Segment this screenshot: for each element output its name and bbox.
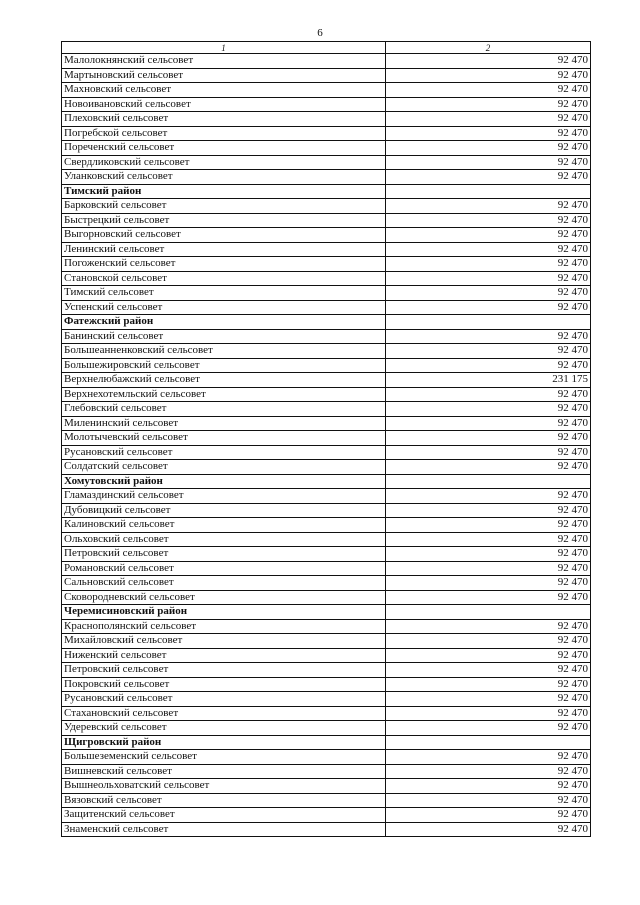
- council-name: Большеанненковский сельсовет: [62, 344, 386, 359]
- table-row: [62, 793, 591, 808]
- district-name: Щигровский район: [62, 735, 386, 750]
- district-row: [62, 315, 591, 330]
- amount-value: 231 175: [386, 373, 591, 388]
- allocation-table: [61, 41, 591, 837]
- amount-value: 92 470: [386, 155, 591, 170]
- table-row: [62, 242, 591, 257]
- table-row: [62, 271, 591, 286]
- amount-value: 92 470: [386, 619, 591, 634]
- table-row: [62, 721, 591, 736]
- amount-value: 92 470: [386, 547, 591, 562]
- amount-value: 92 470: [386, 634, 591, 649]
- amount-value: 92 470: [386, 750, 591, 765]
- council-name: Романовский сельсовет: [62, 561, 386, 576]
- district-row: [62, 735, 591, 750]
- council-name: Вязовский сельсовет: [62, 793, 386, 808]
- amount-value: 92 470: [386, 300, 591, 315]
- amount-value: 92 470: [386, 663, 591, 678]
- table-row: [62, 126, 591, 141]
- council-name: Михайловский сельсовет: [62, 634, 386, 649]
- council-name: Верхнелюбажский сельсовет: [62, 373, 386, 388]
- district-name: Фатежский район: [62, 315, 386, 330]
- table-row: [62, 692, 591, 707]
- amount-value: 92 470: [386, 518, 591, 533]
- amount-value: 92 470: [386, 779, 591, 794]
- district-row: [62, 474, 591, 489]
- table-row: [62, 576, 591, 591]
- council-name: Глебовский сельсовет: [62, 402, 386, 417]
- council-name: Ленинский сельсовет: [62, 242, 386, 257]
- council-name: Калиновский сельсовет: [62, 518, 386, 533]
- council-name: Выгорновский сельсовет: [62, 228, 386, 243]
- amount-value: 92 470: [386, 706, 591, 721]
- amount-value: 92 470: [386, 576, 591, 591]
- council-name: Удеревский сельсовет: [62, 721, 386, 736]
- amount-value: [386, 474, 591, 489]
- district-row: [62, 184, 591, 199]
- council-name: Миленинский сельсовет: [62, 416, 386, 431]
- amount-value: 92 470: [386, 677, 591, 692]
- table-row: [62, 677, 591, 692]
- council-name: Вишневский сельсовет: [62, 764, 386, 779]
- amount-value: 92 470: [386, 329, 591, 344]
- district-row: [62, 605, 591, 620]
- table-row: [62, 460, 591, 475]
- council-name: Петровский сельсовет: [62, 663, 386, 678]
- amount-value: 92 470: [386, 257, 591, 272]
- council-name: Петровский сельсовет: [62, 547, 386, 562]
- table-row: [62, 619, 591, 634]
- table-row: [62, 112, 591, 127]
- amount-value: [386, 735, 591, 750]
- council-name: Стахановский сельсовет: [62, 706, 386, 721]
- council-name: Большеземенский сельсовет: [62, 750, 386, 765]
- page-number: 6: [317, 27, 323, 39]
- council-name: Ольховский сельсовет: [62, 532, 386, 547]
- amount-value: 92 470: [386, 489, 591, 504]
- table-row: [62, 706, 591, 721]
- district-name: Хомутовский район: [62, 474, 386, 489]
- council-name: Погребской сельсовет: [62, 126, 386, 141]
- table-row: [62, 155, 591, 170]
- table-row: [62, 329, 591, 344]
- council-name: Становской сельсовет: [62, 271, 386, 286]
- table-row: [62, 373, 591, 388]
- amount-value: 92 470: [386, 141, 591, 156]
- council-name: Малолокнянский сельсовет: [62, 54, 386, 69]
- council-name: Ниженский сельсовет: [62, 648, 386, 663]
- amount-value: 92 470: [386, 561, 591, 576]
- council-name: Успенский сельсовет: [62, 300, 386, 315]
- amount-value: [386, 184, 591, 199]
- table-row: [62, 300, 591, 315]
- table-row: [62, 822, 591, 837]
- table-row: [62, 547, 591, 562]
- table-row: [62, 170, 591, 185]
- council-name: Погоженский сельсовет: [62, 257, 386, 272]
- amount-value: 92 470: [386, 460, 591, 475]
- table-row: [62, 561, 591, 576]
- council-name: Новоивановский сельсовет: [62, 97, 386, 112]
- district-name: Черемисиновский район: [62, 605, 386, 620]
- amount-value: 92 470: [386, 808, 591, 823]
- table-row: [62, 68, 591, 83]
- column-header-2: 2: [386, 42, 591, 54]
- amount-value: 92 470: [386, 764, 591, 779]
- council-name: Сальновский сельсовет: [62, 576, 386, 591]
- council-name: Пореченский сельсовет: [62, 141, 386, 156]
- council-name: Барковский сельсовет: [62, 199, 386, 214]
- amount-value: 92 470: [386, 431, 591, 446]
- amount-value: 92 470: [386, 344, 591, 359]
- table-row: [62, 97, 591, 112]
- council-name: Покровский сельсовет: [62, 677, 386, 692]
- table-row: [62, 532, 591, 547]
- table-row: [62, 648, 591, 663]
- council-name: Уланковский сельсовет: [62, 170, 386, 185]
- amount-value: 92 470: [386, 126, 591, 141]
- amount-value: 92 470: [386, 112, 591, 127]
- amount-value: 92 470: [386, 199, 591, 214]
- table-row: [62, 402, 591, 417]
- amount-value: 92 470: [386, 228, 591, 243]
- table-row: [62, 750, 591, 765]
- amount-value: 92 470: [386, 242, 591, 257]
- council-name: Верхнехотемльский сельсовет: [62, 387, 386, 402]
- amount-value: 92 470: [386, 692, 591, 707]
- council-name: Дубовицкий сельсовет: [62, 503, 386, 518]
- table-row: [62, 431, 591, 446]
- council-name: Махновский сельсовет: [62, 83, 386, 98]
- table-row: [62, 518, 591, 533]
- table-row: [62, 213, 591, 228]
- table-row: [62, 141, 591, 156]
- table-header-row: [62, 42, 591, 54]
- amount-value: 92 470: [386, 286, 591, 301]
- amount-value: 92 470: [386, 97, 591, 112]
- council-name: Быстрецкий сельсовет: [62, 213, 386, 228]
- amount-value: 92 470: [386, 83, 591, 98]
- amount-value: 92 470: [386, 648, 591, 663]
- table-row: [62, 54, 591, 69]
- table-row: [62, 489, 591, 504]
- amount-value: 92 470: [386, 213, 591, 228]
- amount-value: [386, 315, 591, 330]
- table-body: [62, 42, 591, 837]
- table-row: [62, 344, 591, 359]
- table-row: [62, 83, 591, 98]
- amount-value: 92 470: [386, 170, 591, 185]
- council-name: Солдатский сельсовет: [62, 460, 386, 475]
- amount-value: 92 470: [386, 822, 591, 837]
- council-name: Краснополянский сельсовет: [62, 619, 386, 634]
- amount-value: 92 470: [386, 416, 591, 431]
- amount-value: [386, 605, 591, 620]
- table-row: [62, 779, 591, 794]
- council-name: Защитенский сельсовет: [62, 808, 386, 823]
- table-row: [62, 387, 591, 402]
- table-row: [62, 663, 591, 678]
- council-name: Большежировский сельсовет: [62, 358, 386, 373]
- amount-value: 92 470: [386, 503, 591, 518]
- council-name: Русановский сельсовет: [62, 445, 386, 460]
- amount-value: 92 470: [386, 793, 591, 808]
- amount-value: 92 470: [386, 445, 591, 460]
- council-name: Русановский сельсовет: [62, 692, 386, 707]
- amount-value: 92 470: [386, 68, 591, 83]
- amount-value: 92 470: [386, 271, 591, 286]
- council-name: Банинский сельсовет: [62, 329, 386, 344]
- council-name: Знаменский сельсовет: [62, 822, 386, 837]
- council-name: Мартыновский сельсовет: [62, 68, 386, 83]
- council-name: Вышнеольховатский сельсовет: [62, 779, 386, 794]
- council-name: Плеховский сельсовет: [62, 112, 386, 127]
- council-name: Гламаздинский сельсовет: [62, 489, 386, 504]
- amount-value: 92 470: [386, 54, 591, 69]
- council-name: Молотычевский сельсовет: [62, 431, 386, 446]
- table-row: [62, 503, 591, 518]
- amount-value: 92 470: [386, 590, 591, 605]
- council-name: Свердликовский сельсовет: [62, 155, 386, 170]
- amount-value: 92 470: [386, 721, 591, 736]
- amount-value: 92 470: [386, 402, 591, 417]
- council-name: Тимский сельсовет: [62, 286, 386, 301]
- table-row: [62, 199, 591, 214]
- amount-value: 92 470: [386, 532, 591, 547]
- table-row: [62, 286, 591, 301]
- table-row: [62, 358, 591, 373]
- table-row: [62, 764, 591, 779]
- amount-value: 92 470: [386, 387, 591, 402]
- amount-value: 92 470: [386, 358, 591, 373]
- column-header-1: 1: [62, 42, 386, 54]
- table-row: [62, 416, 591, 431]
- table-row: [62, 228, 591, 243]
- district-name: Тимский район: [62, 184, 386, 199]
- table-row: [62, 808, 591, 823]
- table-row: [62, 634, 591, 649]
- council-name: Сковородневский сельсовет: [62, 590, 386, 605]
- table-row: [62, 590, 591, 605]
- table-row: [62, 445, 591, 460]
- table-row: [62, 257, 591, 272]
